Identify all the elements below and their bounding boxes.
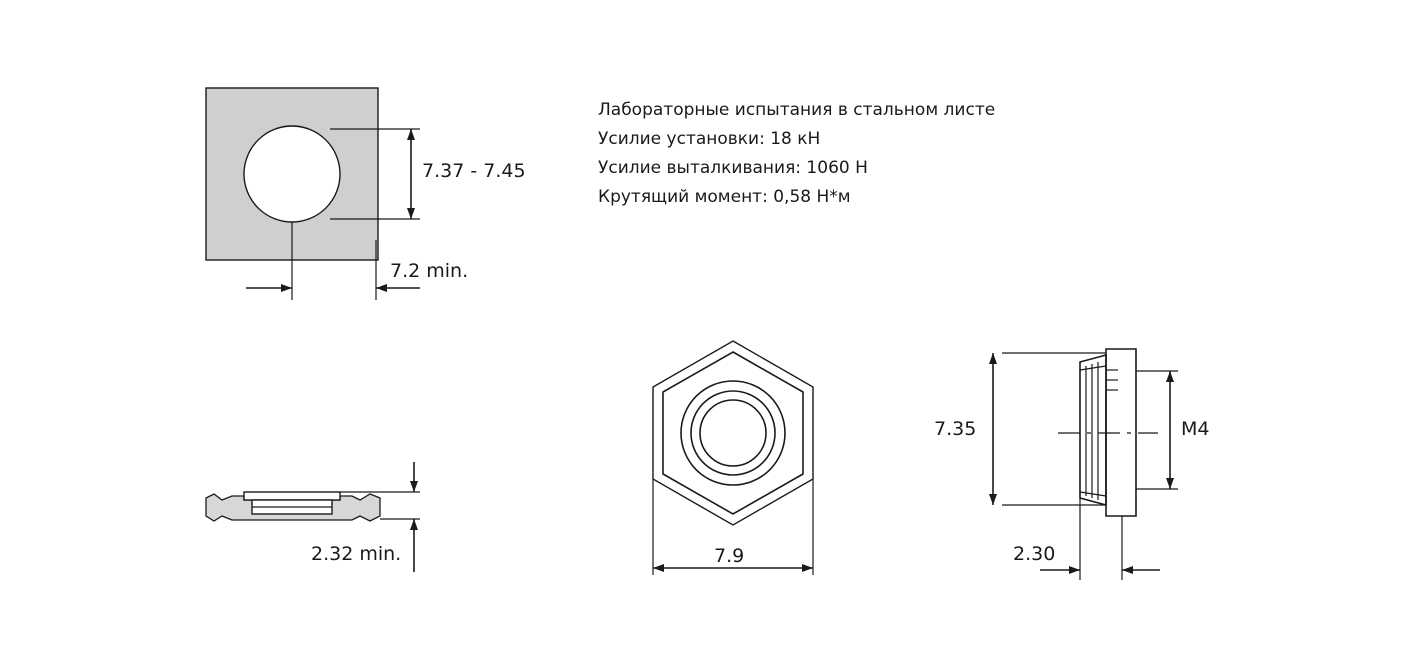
across-flats-label: 7.9 <box>714 545 745 567</box>
body-height-dimension <box>989 353 1106 505</box>
sheet-section-view <box>206 492 380 521</box>
note-line-torque: Крутящий момент: 0,58 Н*м <box>598 187 851 207</box>
shank-length-dimension <box>1040 498 1160 580</box>
note-line-install-force: Усилие установки: 18 кН <box>598 129 821 149</box>
shank-length-label: 2.30 <box>1013 543 1056 565</box>
hex-outer <box>653 341 813 525</box>
thread-label: M4 <box>1181 418 1210 440</box>
nut-side-section-view <box>1058 349 1158 516</box>
thread-dimension <box>1136 371 1178 489</box>
hole-diameter-label: 7.37 - 7.45 <box>422 160 526 182</box>
nut-head <box>244 492 340 500</box>
note-line-pushout-force: Усилие выталкивания: 1060 Н <box>598 158 868 178</box>
edge-distance-label: 7.2 min. <box>390 260 469 282</box>
hex-nut-plan-view <box>653 341 813 525</box>
body-height-label: 7.35 <box>934 418 977 440</box>
test-notes-block <box>598 96 1118 212</box>
sheet-thickness-label: 2.32 min. <box>311 543 402 565</box>
mounting-hole <box>244 126 340 222</box>
nut-body-profile <box>1080 355 1106 505</box>
note-line-lab-test: Лабораторные испытания в стальном листе <box>598 100 996 120</box>
